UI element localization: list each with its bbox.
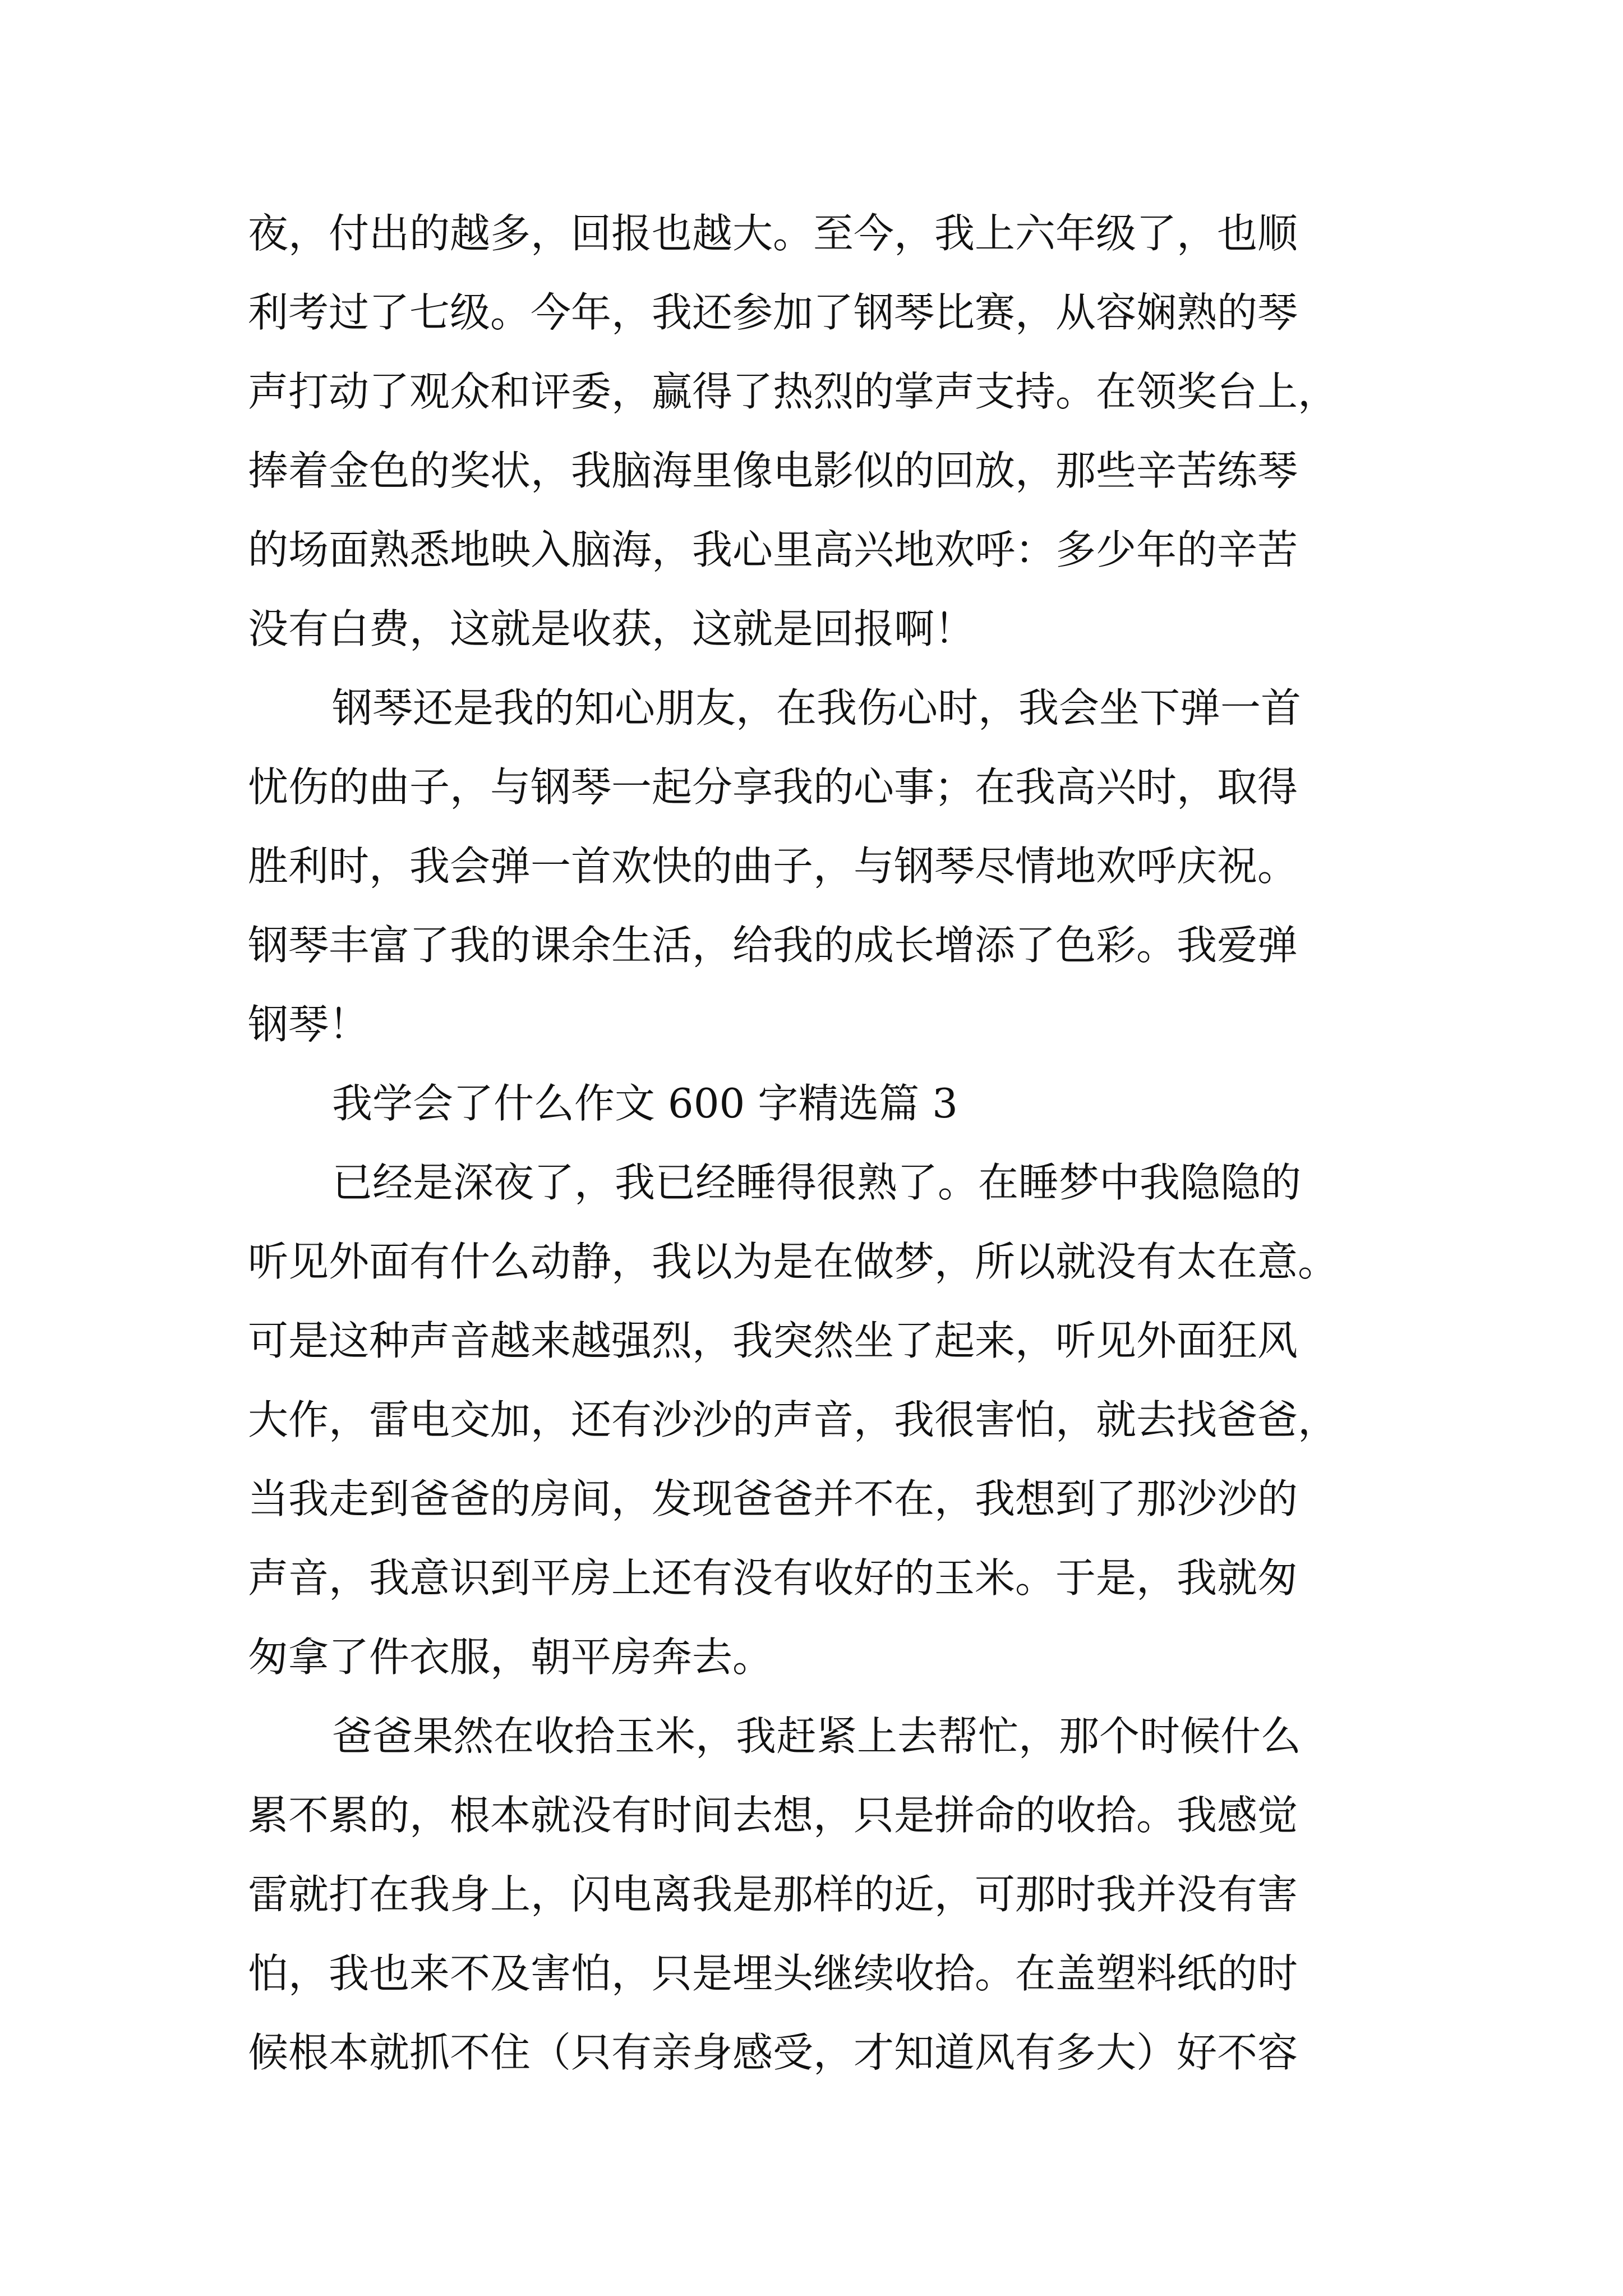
- text-line: 匆拿了件衣服，朝平房奔去。: [248, 1634, 773, 1681]
- text-line: 候根本就抓不住（只有亲身感受，才知道风有多大）好不容: [248, 2029, 1298, 2076]
- text-line: 捧着金色的奖状，我脑海里像电影似的回放，那些辛苦练琴: [248, 447, 1298, 494]
- text-line: 怕，我也来不及害怕，只是埋头继续收拾。在盖塑料纸的时: [248, 1950, 1298, 1997]
- text-line: 夜，付出的越多，回报也越大。至今，我上六年级了，也顺: [248, 210, 1298, 257]
- text-line: 大作，雷电交加，还有沙沙的声音，我很害怕，就去找爸爸，: [248, 1396, 1339, 1443]
- text-line: 雷就打在我身上，闪电离我是那样的近，可那时我并没有害: [248, 1871, 1298, 1918]
- paragraph-start-line: 爸爸果然在收拾玉米，我赶紧上去帮忙，那个时候什么: [332, 1713, 1302, 1760]
- text-line: 声打动了观众和评委，赢得了热烈的掌声支持。在领奖台上，: [248, 368, 1339, 415]
- text-line: 声音，我意识到平房上还有没有收好的玉米。于是，我就匆: [248, 1554, 1298, 1602]
- text-line: 可是这种声音越来越强烈，我突然坐了起来，听见外面狂风: [248, 1317, 1298, 1364]
- text-line: 利考过了七级。今年，我还参加了钢琴比赛，从容娴熟的琴: [248, 289, 1298, 336]
- text-line: 听见外面有什么动静，我以为是在做梦，所以就没有太在意。: [248, 1238, 1339, 1285]
- text-line: 当我走到爸爸的房间，发现爸爸并不在，我想到了那沙沙的: [248, 1475, 1298, 1522]
- paragraph-start-line: 已经是深夜了，我已经睡得很熟了。在睡梦中我隐隐的: [332, 1159, 1302, 1206]
- text-line: 的场面熟悉地映入脑海，我心里高兴地欢呼：多少年的辛苦: [248, 526, 1298, 573]
- text-line: 忧伤的曲子，与钢琴一起分享我的心事；在我高兴时，取得: [248, 763, 1298, 811]
- text-line: 累不累的，根本就没有时间去想，只是拼命的收拾。我感觉: [248, 1792, 1298, 1839]
- text-line: 钢琴丰富了我的课余生活，给我的成长增添了色彩。我爱弹: [248, 922, 1298, 969]
- body-text: [248, 208, 1386, 2106]
- paragraph-start-line: 钢琴还是我的知心朋友，在我伤心时，我会坐下弹一首: [332, 684, 1302, 731]
- text-line: 钢琴！: [248, 1001, 370, 1048]
- text-line: 胜利时，我会弹一首欢快的曲子，与钢琴尽情地欢呼庆祝。: [248, 843, 1298, 890]
- text-line: 没有白费，这就是收获，这就是回报啊！: [248, 605, 975, 652]
- paragraph-start-line: 我学会了什么作文 600 字精选篇 3: [332, 1080, 958, 1127]
